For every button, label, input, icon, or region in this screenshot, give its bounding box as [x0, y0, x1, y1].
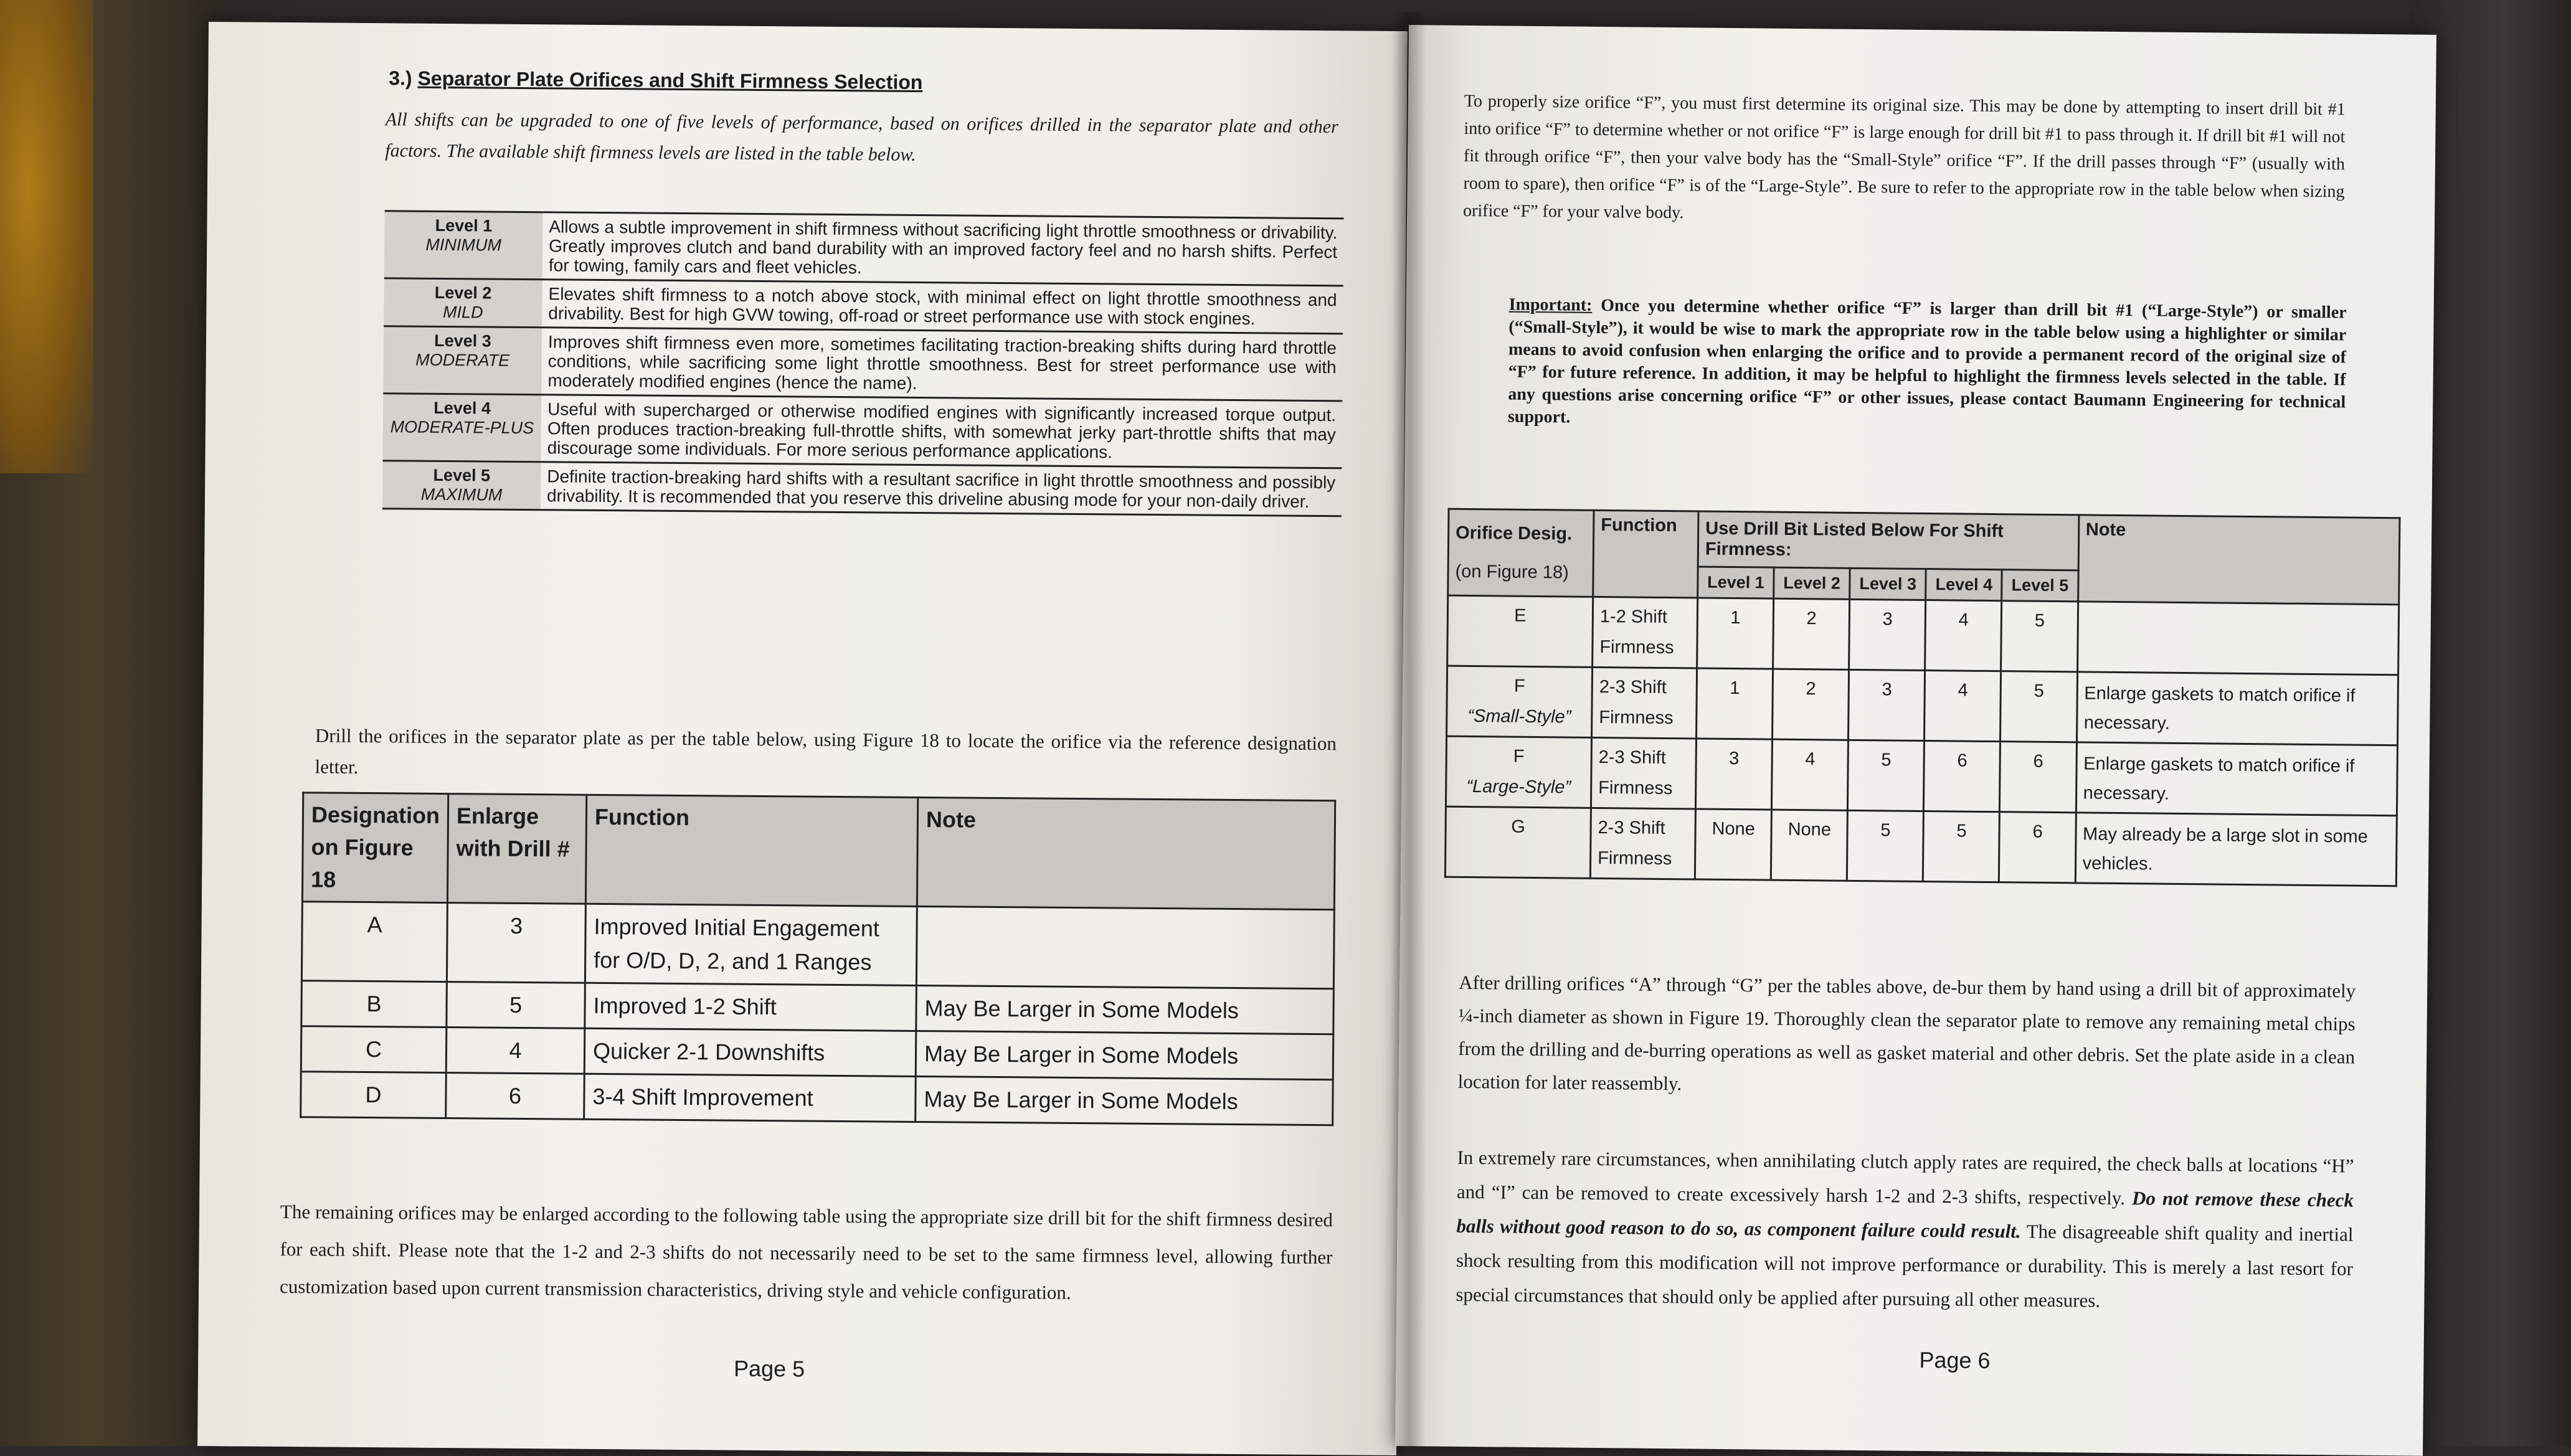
bit-cell: 4 — [1772, 739, 1849, 810]
level-description: Improves shift firmness even more, sometimes facilitating traction-breaking shifts during hard throttle conditions, while sacrificing some light throttle smoothness. Best for street performance use with moderately modified engines (hence the name). — [541, 328, 1343, 401]
page-number: Page 6 — [1919, 1346, 1991, 1374]
bit-cell: 4 — [1925, 600, 2002, 671]
header-function: Function — [585, 795, 917, 906]
function-cell: 1-2 Shift Firmness — [1593, 597, 1698, 668]
header-orifice-line2: (on Figure 18) — [1455, 561, 1569, 583]
table-header-row — [1448, 509, 2400, 573]
designation-cell: D — [301, 1072, 447, 1118]
note-cell: Enlarge gaskets to match orifice if necessary. — [2076, 672, 2398, 745]
drill-bit-table — [1444, 508, 2401, 887]
bit-cell: 6 — [1999, 812, 2076, 883]
function-cell: 3-4 Shift Improvement — [584, 1074, 916, 1122]
table-row — [384, 211, 1344, 286]
bit-cell: 1 — [1697, 598, 1774, 669]
table-header-row — [302, 793, 1335, 910]
page-5 — [197, 22, 1408, 1455]
drill-cell: 5 — [447, 982, 585, 1029]
orifice-table — [300, 792, 1336, 1126]
orifice-f-paragraph: To properly size orifice “F”, you must first determine its original size. This may be done by attempting to insert drill bit #1 into orifice “F” to determine whether or not orifice “F” is large enough for drill bit #1 to pass through it. If drill bit #1 will not fit through orifice “F”, then your valve body has the “Small-Style” orifice “F”. If the drill passes through “F” (usually with room to spare), then orifice “F” is of the “Large-Style”. Be sure to refer to the appropriate row in the table below when sizing orifice “F” for your valve body. — [1462, 91, 2346, 223]
note-cell: May already be a large slot in some vehicles. — [2075, 813, 2397, 886]
level-name: MODERATE — [415, 350, 510, 370]
background-left — [0, 0, 224, 1446]
bit-cell: 3 — [1849, 599, 1926, 670]
level-label: Level 2 — [434, 283, 492, 303]
page-6 — [1395, 25, 2436, 1456]
desig-cell — [1447, 595, 1593, 667]
level-cell — [382, 394, 541, 462]
function-cell: 2-3 Shift Firmness — [1592, 667, 1697, 739]
function-cell: 2-3 Shift Firmness — [1590, 808, 1695, 879]
section-title-text: Separator Plate Orifices and Shift Firmness Selection — [417, 67, 923, 94]
header-function: Function — [1593, 510, 1698, 598]
note-cell: May Be Larger in Some Models — [916, 985, 1334, 1034]
rare-warning: Do not remove these check balls without good reason to do so, as component failure could result. — [1456, 1187, 2354, 1242]
desig-style: “Small-Style” — [1467, 706, 1571, 727]
level-label: Level 5 — [433, 465, 491, 485]
bit-cell: 6 — [1924, 740, 2000, 811]
bit-cell: 5 — [1848, 740, 1925, 811]
drill-cell: 4 — [446, 1028, 585, 1074]
header-use-drill: Use Drill Bit Listed Below For Shift Firmness: — [1698, 511, 2078, 570]
important-note — [1508, 294, 2347, 437]
desig-cell — [1446, 736, 1591, 808]
drill-cell: 6 — [446, 1073, 585, 1120]
important-text: Once you determine whether orifice “F” is larger than drill bit #1 (“Large-Style”) or smaller (“Small-Style”), it would be wise to mark the appropriate row in the table below using a highlighter or similar means to avoid confusion when enlarging the orifice and to provide a permanent record of the original size of “F” for future reference. In addition, it may be helpful to highlight the firmness levels selected in the table. If any questions arise concerning orifice “F” or other issues, please contact Baumann Engineering for technical support. — [1507, 295, 2347, 427]
level-description: Allows a subtle improvement in shift firmness without sacrificing light throttle smoothness or drivability. Greatly improves clutch and band durability with an improved factory feel and no harsh shifts. Perfect for towing, family cars and fleet vehicles. — [542, 212, 1344, 286]
bit-cell: 5 — [2000, 671, 2077, 742]
note-cell: May Be Larger in Some Models — [916, 1031, 1333, 1079]
level-label: Level 3 — [434, 331, 491, 351]
table-row — [1447, 666, 2398, 745]
level-cell — [382, 461, 541, 510]
header-note: Note — [2078, 515, 2400, 605]
function-cell: Improved Initial Engagement for O/D, D, 2, and 1 Ranges — [585, 904, 917, 985]
header-level-5: Level 5 — [2002, 569, 2078, 602]
drill-intro-paragraph: Drill the orifices in the separator plate as per the table below, using Figure 18 to locate the orifice via the reference designation letter. — [315, 724, 1337, 778]
table-row — [301, 1026, 1333, 1080]
table-row — [301, 1072, 1333, 1125]
bit-cell: 5 — [1847, 810, 1924, 881]
note-cell — [916, 906, 1334, 988]
bit-cell: None — [1771, 810, 1847, 881]
header-level-4: Level 4 — [1926, 569, 2002, 601]
bit-cell: 1 — [1697, 668, 1773, 739]
level-description: Useful with supercharged or otherwise modified engines with significantly increased torque output. Often produces traction-breaking full-throttle shifts, with somewhat jerky part-throttle shifts that may discourage some individuals. For more serious performance applications. — [541, 395, 1342, 468]
designation-cell: C — [301, 1026, 447, 1073]
level-cell — [384, 278, 542, 328]
table-row — [301, 902, 1334, 989]
table-row — [382, 394, 1342, 468]
drill-cell: 3 — [447, 903, 585, 983]
section-title — [389, 67, 922, 94]
intro-paragraph: All shifts can be upgraded to one of five levels of performance, based on orifices drilled in the separator plate and other factors. The available shift firmness levels are listed in the table below. — [385, 109, 1338, 165]
table-row — [1446, 736, 2397, 816]
desig-letter: E — [1514, 605, 1527, 626]
function-cell: Quicker 2-1 Downshifts — [584, 1028, 916, 1076]
level-name: MAXIMUM — [420, 485, 503, 504]
level-cell — [383, 326, 542, 395]
header-orifice — [1448, 509, 1594, 597]
level-label: Level 4 — [433, 398, 491, 418]
desig-style: “Large-Style” — [1466, 776, 1571, 798]
bit-cell: 5 — [2001, 601, 2078, 672]
designation-cell: B — [301, 981, 447, 1028]
table-row — [382, 461, 1342, 516]
table-row — [383, 326, 1343, 401]
bit-cell: 2 — [1773, 598, 1850, 669]
level-name: MINIMUM — [425, 235, 502, 255]
firmness-levels-table — [382, 210, 1344, 517]
note-cell: Enlarge gaskets to match orifice if necessary. — [2076, 742, 2397, 816]
rare-text-a: In extremely rare circumstances, when annihilating clutch apply rates are required, the check balls at locations “H” and “I” can be removed to create excessively harsh 1-2 and 2-3 shifts, respectively. — [1456, 1146, 2354, 1209]
level-name: MILD — [442, 302, 483, 322]
function-cell: 2-3 Shift Firmness — [1591, 737, 1696, 809]
bit-cell: 6 — [2000, 742, 2076, 813]
level-name: MODERATE-PLUS — [390, 417, 534, 438]
remaining-paragraph: The remaining orifices may be enlarged according to the following table using the appropriate size drill bit for the shift firmness desired for each shift. Please note that the 1-2 and 2-3 shifts do not necessarily need to be set to the same firmness level, allowing further customization based upon current transmission characteristics, driving style and vehicle configuration. — [279, 1200, 1333, 1303]
header-orifice-line1: Orifice Desig. — [1456, 522, 1573, 544]
bit-cell: 3 — [1695, 739, 1772, 810]
note-cell — [2077, 602, 2398, 675]
table-row — [384, 278, 1343, 334]
function-cell: Improved 1-2 Shift — [585, 983, 917, 1031]
book-gutter — [1392, 12, 1426, 1446]
header-level-1: Level 1 — [1698, 567, 1774, 599]
rare-text-c: The disagreeable shift quality and inertial shock resulting from this modification will not improve performance or durability. This is merely a last resort for special circumstances that should only be applied after pursuing all other measures. — [1456, 1220, 2354, 1312]
table-row — [1445, 806, 2397, 886]
desig-letter: F — [1513, 746, 1525, 767]
section-number: 3.) — [389, 67, 412, 90]
header-note: Note — [917, 797, 1335, 909]
background-object — [0, 0, 93, 473]
bit-cell: 2 — [1773, 669, 1849, 740]
desig-letter: G — [1511, 816, 1526, 837]
header-level-2: Level 2 — [1774, 567, 1850, 600]
header-drill: Enlarge with Drill # — [447, 794, 586, 904]
table-row — [301, 981, 1334, 1034]
rare-circumstances-paragraph — [1456, 1140, 2354, 1320]
level-label: Level 1 — [435, 215, 493, 235]
header-designation: Designation on Figure 18 — [302, 793, 448, 903]
bit-cell: None — [1695, 809, 1771, 880]
bit-cell: 4 — [1925, 671, 2001, 742]
important-label: Important: — [1508, 295, 1593, 315]
desig-letter: F — [1513, 676, 1525, 696]
level-description: Definite traction-breaking hard shifts with a resultant sacrifice in light throttle smoothness and possibly drivability. It is recommended that you reserve this driveline abusing mode for your non-daily driver. — [541, 462, 1342, 516]
desig-cell — [1447, 666, 1593, 737]
level-description: Elevates shift firmness to a notch above stock, with minimal effect on light throttle smoothness and drivability. Best for high GVW towing, off-road or street performance use with stock engines. — [542, 280, 1343, 334]
note-cell: May Be Larger in Some Models — [916, 1076, 1333, 1125]
header-level-3: Level 3 — [1850, 568, 1926, 600]
after-drilling-paragraph: After drilling orifices “A” through “G” per the tables above, de-bur them by hand using a drill bit of approximately ¼-inch diameter as shown in Figure 19. Thoroughly clean the separator plate to remove any remaining metal chips from the drilling and de-burring operations as well as gasket material and other debris. Set the plate aside in a clean location for later reassembly. — [1457, 971, 2356, 1095]
level-cell — [384, 211, 543, 280]
page-number: Page 5 — [733, 1355, 805, 1382]
designation-cell: A — [301, 902, 447, 982]
table-row — [1447, 595, 2399, 675]
desig-cell — [1445, 806, 1591, 878]
bit-cell: 5 — [1923, 811, 2000, 882]
bit-cell: 3 — [1849, 669, 1925, 740]
